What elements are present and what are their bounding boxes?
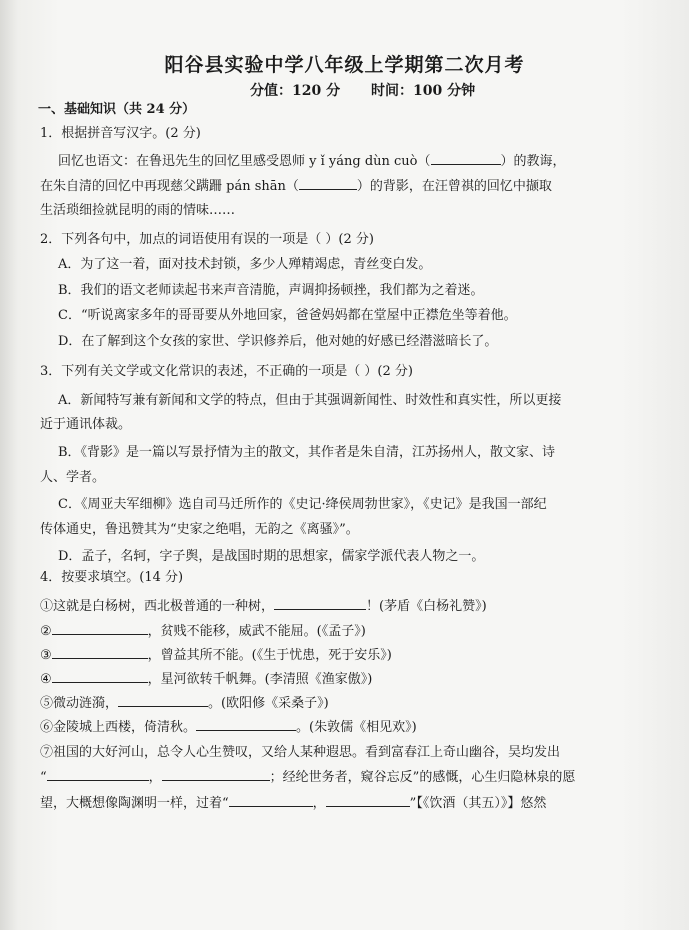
question-1-line [40,175,552,194]
option-a-cont: 近于通讯体裁。 [40,417,132,432]
fill-line-7: ⑦祖国的大好河山，总令人心生赞叹，又给人某种遐思。看到富春江上奇山幽谷，吴均发出 [40,745,561,760]
q4-text: ，曾益其所不能。(《生于忧患，死于安乐》) [147,648,392,663]
question-4-heading: 4．按要求填空。(14 分) [40,570,184,585]
q4-text: ⑤微动涟漪， [40,696,119,711]
answer-blank[interactable] [196,718,296,731]
q4-text: ③ [40,648,52,663]
question-1-line: 生活琐细捡就昆明的雨的情味…… [40,203,236,218]
q4-text: ①这就是白杨树，西北极普通的一种树， [40,599,275,614]
q4-text: ， [148,770,162,785]
question-3-heading: 3．下列有关文学或文化常识的表述，不正确的一项是（ ）(2 分) [40,364,413,379]
q4-text: ⑥金陵城上西楼，倚清秋。 [40,720,197,735]
answer-blank[interactable] [326,794,410,807]
option-c-cont: 传体通史，鲁迅赞其为“史家之绝唱，无韵之《离骚》”。 [40,522,359,537]
answer-blank[interactable] [431,152,501,165]
option-c: C．《周亚夫军细柳》选自司马迁所作的《史记·绛侯周勃世家》，《史记》是我国一部纪 [58,497,547,512]
option-d: D．孟子，名轲，字子舆，是战国时期的思想家，儒家学派代表人物之一。 [58,549,485,564]
option-a: A．为了这一着，面对技术封锁，多少人殚精竭虑，青丝变白发。 [58,257,432,272]
answer-blank[interactable] [274,597,366,610]
option-b: B．我们的语文老师读起书来声音清脆，声调抑扬顿挫，我们都为之着迷。 [58,283,484,298]
q4-text: ② [40,624,52,639]
question-2-heading: 2．下列各句中，加点的词语使用有误的一项是（ ）(2 分) [40,232,374,247]
q4-text: “ [40,770,47,785]
fill-line-1 [40,595,487,614]
answer-blank[interactable] [118,694,208,707]
option-b: B．《背影》是一篇以写景抒情为主的散文，其作者是朱自清，江苏扬州人，散文家、诗 [58,445,556,460]
answer-blank[interactable] [162,768,270,781]
question-1-line [58,150,566,169]
q1-text: 在朱自清的回忆中再现慈父蹒跚 pán shān（ [40,179,299,194]
q4-text: 望，大概想像陶渊明一样，过着“ [40,796,229,811]
answer-blank[interactable] [52,670,148,683]
exam-title: 阳谷县实验中学八年级上学期第二次月考 [164,54,525,76]
option-b-cont: 人、学者。 [40,470,106,485]
fill-line-8 [40,766,575,785]
q4-text: ”【《饮酒（其五）》】悠然 [409,796,547,811]
time-label: 时间：100 分钟 [370,83,476,99]
q1-text: 回忆也语文：在鲁迅先生的回忆里感受恩师 y ǐ yáng dùn cuò（ [58,154,431,169]
q4-text: ，贫贱不能移，威武不能屈。(《孟子》) [147,624,366,639]
option-d: D．在了解到这个女孩的家世、学识修养后，他对她的好感已经潜滋暗长了。 [58,334,498,349]
option-c: C．“听说离家多年的哥哥要从外地回家，爸爸妈妈都在堂屋中正襟危坐等着他。 [58,308,517,323]
answer-blank[interactable] [52,646,148,659]
fill-line-4 [40,668,372,687]
q4-text: 。(欧阳修《采桑子》) [208,696,329,711]
fill-line-5 [40,692,329,711]
q4-text: 。(朱敦儒《相见欢》) [296,720,417,735]
q1-text: ）的教诲， [500,154,566,169]
option-a: A．新闻特写兼有新闻和文学的特点，但由于其强调新闻性、时效性和真实性，所以更接 [58,393,562,408]
question-1-heading: 1．根据拼音写汉字。(2 分) [40,126,201,141]
answer-blank[interactable] [229,794,313,807]
q4-text: ④ [40,672,52,687]
fill-line-3 [40,644,392,663]
q4-text: ；经纶世务者，窥谷忘反”的感慨，心生归隐林泉的愿 [269,770,576,785]
fill-line-9 [40,792,546,811]
q4-text: ！(茅盾《白杨礼赞》) [366,599,487,614]
score-label: 分值：120 分 [250,83,341,99]
fill-line-6 [40,716,417,735]
answer-blank[interactable] [47,768,149,781]
answer-blank[interactable] [52,622,148,635]
q1-text: ）的背影，在汪曾祺的回忆中撷取 [356,179,552,194]
q4-text: ， [312,796,326,811]
q4-text: ，星河欲转千帆舞。(李清照《渔家傲》) [147,672,373,687]
answer-blank[interactable] [299,177,357,190]
fill-line-2 [40,620,366,639]
section-heading: 一、基础知识（共 24 分） [38,102,196,117]
exam-meta [250,80,501,100]
